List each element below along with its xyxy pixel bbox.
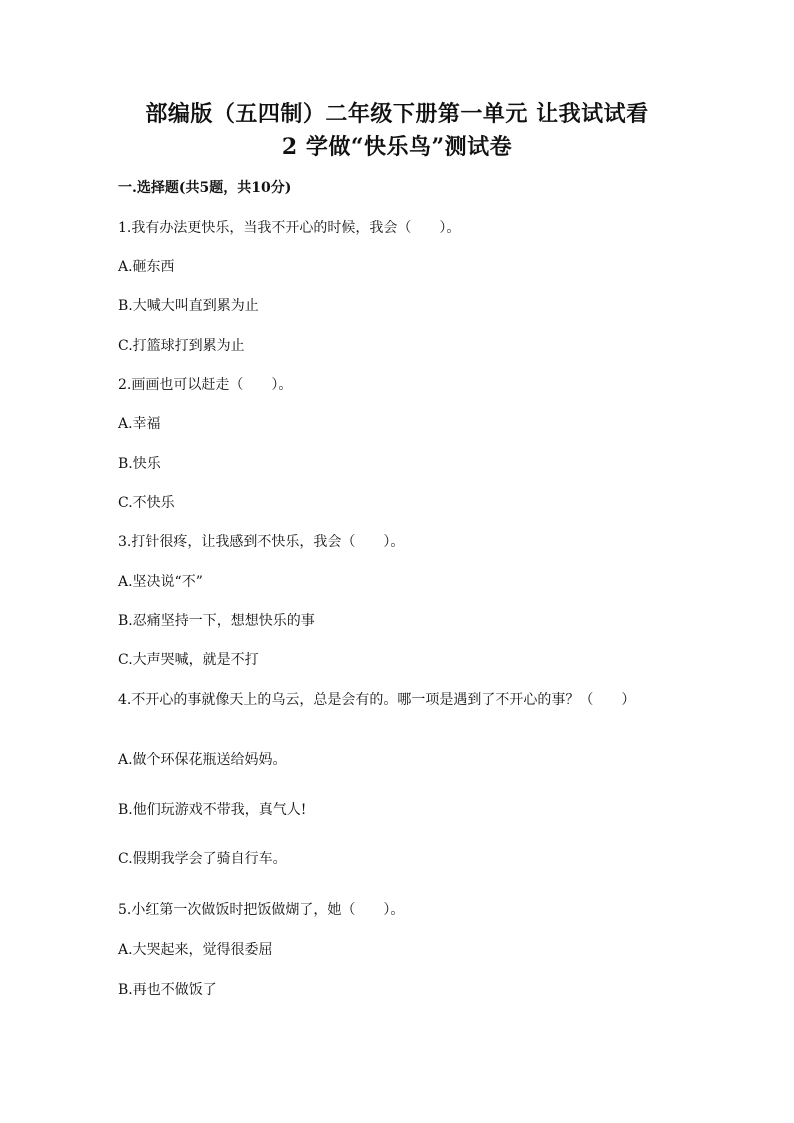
question-1-stem: 1.我有办法更快乐，当我不开心的时候，我会（ ）。 <box>118 220 461 236</box>
question-3-stem: 3.打针很疼，让我感到不快乐，我会（ ）。 <box>118 534 405 550</box>
exam-title-line-1: 部编版（五四制）二年级下册第一单元 让我试试看 <box>145 101 649 127</box>
question-2-option-b[interactable]: B.快乐 <box>118 456 161 472</box>
question-3-option-b[interactable]: B.忍痛坚持一下，想想快乐的事 <box>118 613 315 629</box>
question-1-option-c[interactable]: C.打篮球打到累为止 <box>118 338 245 354</box>
question-2-option-a[interactable]: A.幸福 <box>118 416 161 432</box>
question-5-option-b[interactable]: B.再也不做饭了 <box>118 982 217 998</box>
question-4-option-b[interactable]: B.他们玩游戏不带我，真气人! <box>118 802 307 818</box>
question-2-option-c[interactable]: C.不快乐 <box>118 495 175 511</box>
section-heading: 一.选择题(共5题，共10分) <box>118 180 292 196</box>
question-4-stem: 4.不开心的事就像天上的乌云，总是会有的。哪一项是遇到了不开心的事？（ ） <box>118 692 636 708</box>
exam-title-line-2: 2 学做“快乐鸟”测试卷 <box>281 134 513 160</box>
question-2-stem: 2.画画也可以赶走（ ）。 <box>118 377 293 393</box>
question-3-option-c[interactable]: C.大声哭喊，就是不打 <box>118 652 259 668</box>
question-3-option-a[interactable]: A.坚决说“不” <box>118 574 203 590</box>
question-1-option-b[interactable]: B.大喊大叫直到累为止 <box>118 298 259 314</box>
question-4-option-a[interactable]: A.做个环保花瓶送给妈妈。 <box>118 752 287 768</box>
question-5-stem: 5.小红第一次做饭时把饭做煳了，她（ ）。 <box>118 902 405 918</box>
question-1-option-a[interactable]: A.砸东西 <box>118 259 175 275</box>
question-5-option-a[interactable]: A.大哭起来，觉得很委屈 <box>118 942 273 958</box>
question-4-option-c[interactable]: C.假期我学会了骑自行车。 <box>118 851 287 867</box>
